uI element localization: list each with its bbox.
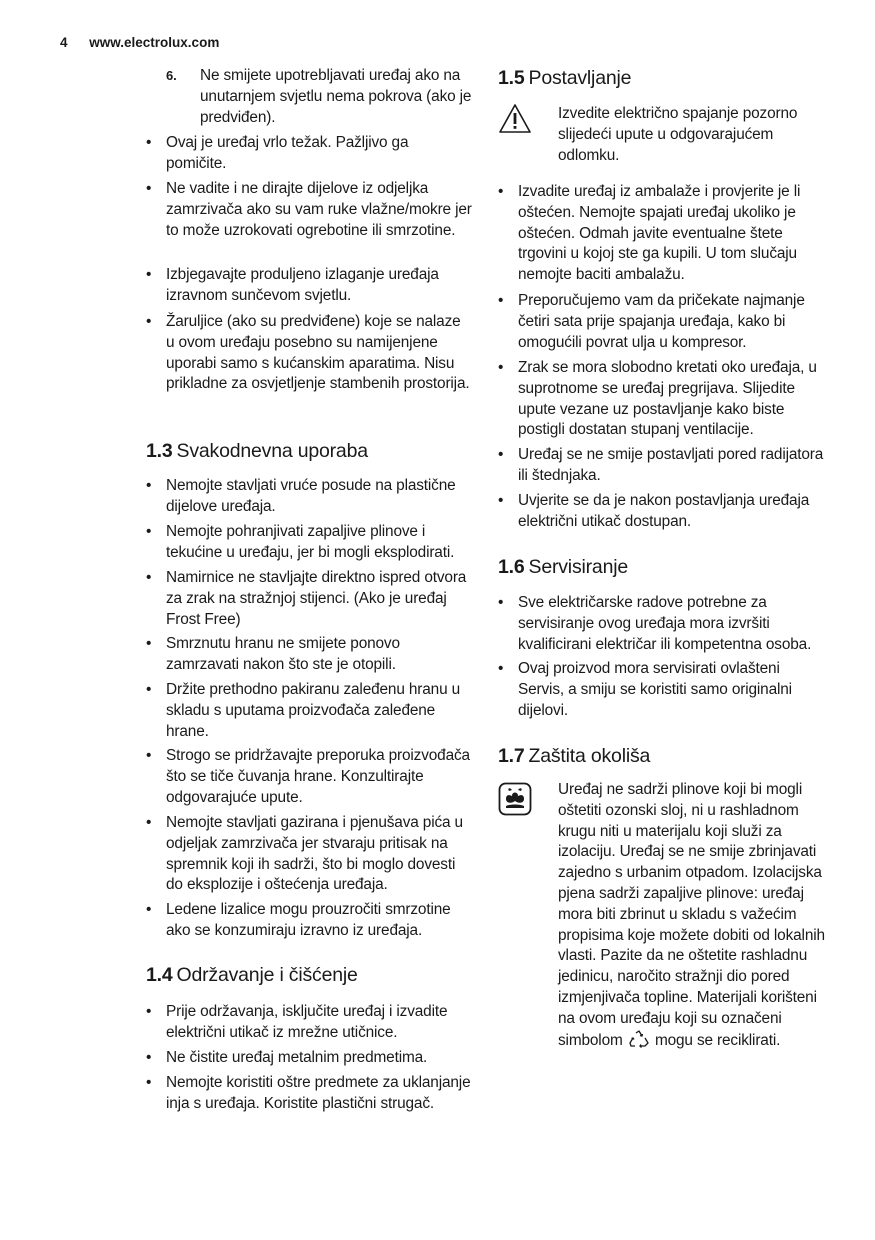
recycle-icon <box>629 1030 649 1055</box>
list-item: • Uređaj se ne smije postavljati pored radijatora ili štednjaka. <box>498 446 824 484</box>
list-item: • Izvadite uređaj iz ambalaže i provjerite je li oštećen. Nemojte spajati uređaj ukoliko je oštećen. Odmah javite eventualne štete trgovini u kojoj ste ga kupili. U tom slučaju nemojte baciti ambalažu. <box>498 183 801 284</box>
list-item: • Smrznutu hranu ne smijete ponovo zamrzavati nakon što ste je otopili. <box>146 635 400 673</box>
list-item: • Prije održavanja, isključite uređaj i izvadite električni utikač iz mrežne utičnice. <box>146 1003 448 1041</box>
list-item: • Preporučujemo vam da pričekate najmanje četiri sata prije spajanja uređaja, kako bi omogućili povrat ulja u kompresor. <box>498 292 805 351</box>
item-number: 6. <box>166 68 177 83</box>
list-item: • Strogo se pridržavajte preporuka proizvođača što se tiče čuvanja hrane. Konzultirajte odgovarajuće upute. <box>146 747 470 806</box>
list-item: • Ne čistite uređaj metalnim predmetima. <box>146 1049 428 1066</box>
list-item: • Zrak se mora slobodno kretati oko uređaja, u suprotnome se uređaj pregrijava. Slijedite upute vezane uz postavljanje kako biste postigli dostatan stupanj ventilacije. <box>498 359 817 439</box>
list-item: • Ovaj proizvod mora servisirati ovlašteni Servis, a smiju se koristiti samo originalni dijelovi. <box>498 660 792 719</box>
section-heading-1-5: 1.5 Postavljanje <box>498 67 632 89</box>
item-text: Ne smijete upotrebljavati uređaj ako na unutarnjem svjetlu nema pokrova (ako je predviđen). <box>200 67 472 126</box>
list-item: • Nemojte pohranjivati zapaljive plinove i tekućine u uređaju, jer bi mogli eksplodirati. <box>146 523 455 561</box>
page-number: 4 <box>60 35 68 50</box>
list-item: • Namirnice ne stavljajte direktno ispred otvora za zrak na stražnjoj stijenci. (Ako je uređaj Frost Free) <box>146 569 467 628</box>
warning-triangle-icon <box>498 102 532 136</box>
list-item: • Ledene lizalice mogu prouzročiti smrzotine ako se konzumiraju izravno iz uređaja. <box>146 901 451 939</box>
list-item: • Žaruljice (ako su predviđene) koje se nalaze u ovom uređaju posebno su namijenjene uporabi samo s kućanskim aparatima. Nisu prikladne za osvjetljenje stambenih prostorija. <box>146 313 470 393</box>
list-item: • Ovaj je uređaj vrlo težak. Pažljivo ga pomičite. <box>146 134 409 172</box>
website-url[interactable]: www.electrolux.com <box>89 35 220 50</box>
list-item: • Nemojte stavljati gazirana i pjenušava pića u odjeljak zamrzivača jer stvaraju pritisak na spremnik koji ih sadrži, što bi moglo dovesti do eksplozije i oštećenja uređaja. <box>146 814 463 894</box>
list-item: • Nemojte koristiti oštre predmete za uklanjanje inja s uređaja. Koristite plastični strugač. <box>146 1074 471 1112</box>
list-item: • Ne vadite i ne dirajte dijelove iz odjeljka zamrzivača ako su vam ruke vlažne/mokre jer to može uzrokovati ogrebotine ili smrzotine. <box>146 180 472 239</box>
section-heading-1-7: 1.7 Zaštita okoliša <box>498 745 651 767</box>
numbered-item <box>166 66 472 128</box>
list-item: • Uvjerite se da je nakon postavljanja uređaja električni utikač dostupan. <box>498 492 810 530</box>
section-heading-1-4: 1.4 Održavanje i čišćenje <box>146 964 358 986</box>
list-item: • Sve električarske radove potrebne za servisiranje ovog uređaja mora izvršiti kvalificirani električar ili kompetentna osoba. <box>498 594 812 653</box>
list-item: • Nemojte stavljati vruće posude na plastične dijelove uređaja. <box>146 477 456 515</box>
list-item: • Izbjegavajte produljeno izlaganje uređaja izravnom sunčevom svjetlu. <box>146 266 439 304</box>
section-heading-1-6: 1.6 Servisiranje <box>498 556 628 578</box>
environment-text: Uređaj ne sadrži plinove koji bi mogli oštetiti ozonski sloj, ni u rashladnom krugu niti u materijalu koji služi za izolaciju. Uređaj se ne smije zbrinjavati zajedno s urbanim otpadom. Izolacijska pjena sadrži zapaljive plinove: uređaj mora biti zbrinut u skladu s važećim propisima koje možete dobiti od lokalnih vlasti. Pazite da ne oštetite rashladnu jedinicu, naročito stražnji dio pored izmjenjivača topline. Materijali korišteni na ovom uređaju koji su označeni simbolom mogu se reciklirati. <box>558 780 826 1054</box>
environment-icon <box>498 782 532 816</box>
page-header <box>60 35 219 50</box>
section-heading-1-3: 1.3 Svakodnevna uporaba <box>146 440 368 462</box>
warning-text: Izvedite električno spajanje pozorno slijedeći upute u odgovarajućem odlomku. <box>558 105 798 164</box>
list-item: • Držite prethodno pakiranu zaleđenu hranu u skladu s uputama proizvođača zaleđene hrane. <box>146 681 461 740</box>
